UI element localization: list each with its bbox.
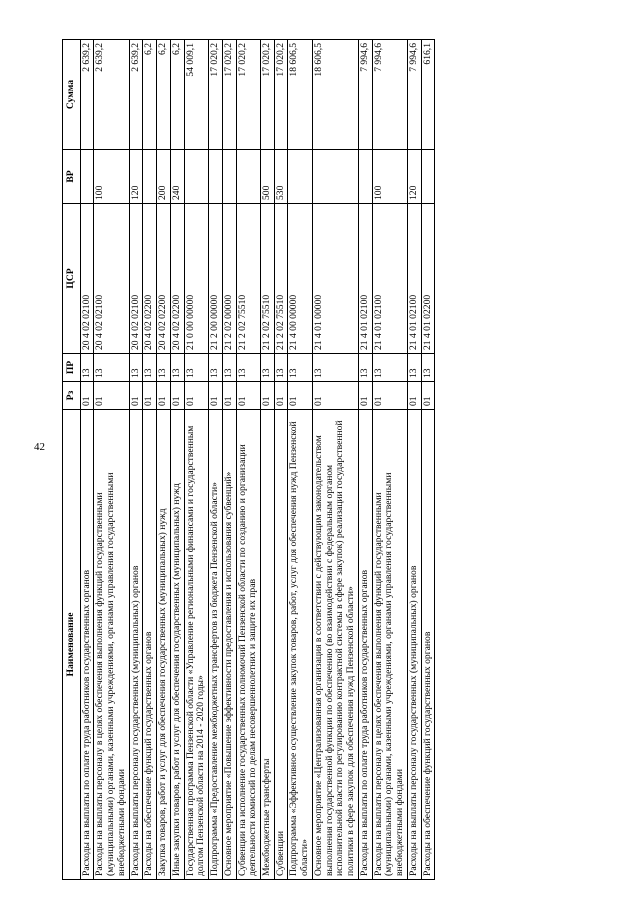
cell-vr [312, 150, 358, 204]
cell-csr: 21 0 00 00000 [184, 204, 208, 354]
cell-rz: 01 [358, 382, 372, 410]
cell-pr: 13 [288, 354, 312, 382]
cell-csr: 21 2 02 75510 [274, 204, 288, 354]
cell-vr [236, 150, 260, 204]
cell-sum: 17 020,2 [274, 40, 288, 150]
cell-rz: 01 [274, 382, 288, 410]
cell-vr [184, 150, 208, 204]
cell-rz: 01 [157, 382, 171, 410]
cell-name: Основное мероприятие «Повышение эффективности предоставления и использования субвенций» [222, 410, 236, 880]
table-row [129, 40, 143, 880]
cell-name: Подпрограмма «Эффективное осуществление закупок товаров, работ, услуг для обеспечения нужд Пензенской области» [288, 410, 312, 880]
cell-csr: 21 2 02 00000 [222, 204, 236, 354]
cell-sum: 2 639,2 [80, 40, 94, 150]
cell-sum: 7 994,6 [372, 40, 407, 150]
cell-name: Подпрограмма «Предоставление межбюджетных трансфертов из бюджета Пензенской области» [209, 410, 223, 880]
cell-name: Иные закупки товаров, работ и услуг для обеспечения государственных (муниципальных) нужд [170, 410, 184, 880]
cell-sum: 6,2 [170, 40, 184, 150]
cell-rz: 01 [261, 382, 275, 410]
cell-sum: 6,2 [157, 40, 171, 150]
cell-name: Закупка товаров, работ и услуг для обеспечения государственных (муниципальных) нужд [157, 410, 171, 880]
budget-table [62, 39, 435, 880]
cell-rz: 01 [129, 382, 143, 410]
cell-pr: 13 [222, 354, 236, 382]
cell-sum: 17 020,2 [236, 40, 260, 150]
cell-vr [222, 150, 236, 204]
cell-pr: 13 [129, 354, 143, 382]
cell-sum: 2 639,2 [94, 40, 129, 150]
table-header-row [63, 40, 81, 880]
cell-pr: 13 [157, 354, 171, 382]
page-number: 42 [34, 441, 45, 453]
cell-rz: 01 [209, 382, 223, 410]
header-vr: ВР [63, 150, 81, 204]
cell-rz: 01 [288, 382, 312, 410]
cell-pr: 13 [184, 354, 208, 382]
cell-sum: 54 009,1 [184, 40, 208, 150]
header-pr: ПР [63, 354, 81, 382]
header-sum: Сумма [63, 40, 81, 150]
cell-name: Субвенции [274, 410, 288, 880]
cell-pr: 13 [143, 354, 157, 382]
cell-vr [358, 150, 372, 204]
cell-vr [80, 150, 94, 204]
cell-pr: 13 [372, 354, 407, 382]
cell-sum: 17 020,2 [222, 40, 236, 150]
cell-name: Расходы на выплаты по оплате труда работников государственных органов [80, 410, 94, 880]
cell-sum: 18 606,5 [288, 40, 312, 150]
cell-csr: 21 4 01 00000 [312, 204, 358, 354]
cell-pr: 13 [407, 354, 421, 382]
cell-csr: 20 4 02 02100 [94, 204, 129, 354]
table-row [222, 40, 236, 880]
cell-vr [143, 150, 157, 204]
cell-sum: 7 994,6 [358, 40, 372, 150]
cell-vr: 120 [407, 150, 421, 204]
cell-rz: 01 [421, 382, 435, 410]
table-row [288, 40, 312, 880]
cell-pr: 13 [236, 354, 260, 382]
cell-vr [209, 150, 223, 204]
cell-csr: 21 2 00 00000 [209, 204, 223, 354]
cell-pr: 13 [94, 354, 129, 382]
cell-vr [288, 150, 312, 204]
table-body [80, 40, 435, 880]
cell-pr: 13 [358, 354, 372, 382]
cell-rz: 01 [236, 382, 260, 410]
cell-sum: 7 994,6 [407, 40, 421, 150]
cell-pr: 13 [80, 354, 94, 382]
cell-pr: 13 [421, 354, 435, 382]
cell-rz: 01 [312, 382, 358, 410]
cell-pr: 13 [170, 354, 184, 382]
cell-rz: 01 [184, 382, 208, 410]
cell-pr: 13 [261, 354, 275, 382]
header-name: Наименование [63, 410, 81, 880]
cell-name: Расходы на выплаты персоналу в целях обеспечения выполнения функций государственными (муниципальными) органами, казенными учреждениями, органами управления государственными внебюджетными фондами [372, 410, 407, 880]
cell-rz: 01 [143, 382, 157, 410]
cell-pr: 13 [209, 354, 223, 382]
table-row [157, 40, 171, 880]
cell-vr: 530 [274, 150, 288, 204]
table-row [143, 40, 157, 880]
cell-name: Расходы на выплаты персоналу в целях обеспечения выполнения функций государственными (муниципальными) органами, казенными учреждениями, органами управления государственными внебюджетными фондами [94, 410, 129, 880]
cell-sum: 6,2 [143, 40, 157, 150]
cell-csr: 21 4 01 02100 [372, 204, 407, 354]
cell-rz: 01 [407, 382, 421, 410]
cell-name: Межбюджетные трансферты [261, 410, 275, 880]
cell-name: Расходы на обеспечение функций государственных органов [421, 410, 435, 880]
cell-sum: 2 639,2 [129, 40, 143, 150]
cell-rz: 01 [372, 382, 407, 410]
cell-vr [421, 150, 435, 204]
cell-csr: 20 4 02 02200 [157, 204, 171, 354]
cell-csr: 21 4 01 02100 [407, 204, 421, 354]
cell-csr: 21 2 02 75510 [261, 204, 275, 354]
cell-vr: 500 [261, 150, 275, 204]
cell-name: Расходы на выплаты персоналу государственных (муниципальных) органов [407, 410, 421, 880]
table-row [80, 40, 94, 880]
cell-sum: 17 020,2 [261, 40, 275, 150]
cell-pr: 13 [312, 354, 358, 382]
table-row [421, 40, 435, 880]
cell-sum: 17 020,2 [209, 40, 223, 150]
table-row [209, 40, 223, 880]
cell-name: Расходы на выплаты персоналу государственных (муниципальных) органов [129, 410, 143, 880]
cell-csr: 20 4 02 02200 [143, 204, 157, 354]
table-row [358, 40, 372, 880]
cell-csr: 20 4 02 02100 [80, 204, 94, 354]
cell-vr: 120 [129, 150, 143, 204]
cell-csr: 20 4 02 02200 [170, 204, 184, 354]
cell-rz: 01 [94, 382, 129, 410]
cell-pr: 13 [274, 354, 288, 382]
cell-vr: 100 [94, 150, 129, 204]
cell-vr: 100 [372, 150, 407, 204]
cell-csr: 21 4 01 02100 [358, 204, 372, 354]
table-row [372, 40, 407, 880]
cell-rz: 01 [80, 382, 94, 410]
cell-vr: 200 [157, 150, 171, 204]
table-row [407, 40, 421, 880]
cell-name: Субвенции на исполнение государственных полномочий Пензенской области по созданию и организации деятельности комиссий по делам несовершеннолетних и защите их прав [236, 410, 260, 880]
cell-name: Государственная программа Пензенской области «Управление региональными финансами и государственным долгом Пензенской области на 2014 - 2020 годы» [184, 410, 208, 880]
table-row [261, 40, 275, 880]
rotated-table-container [62, 40, 435, 880]
cell-name: Основное мероприятие «Централизованная организация в соответствии с действующим законодательством выполнения государственной функции по обеспечению (во взаимодействии с федеральным органом исполнительной власти по регулированию контрактной системы в сфере закупок) реализации государственной политики в сфере закупок для обеспечения нужд Пензенской области» [312, 410, 358, 880]
cell-csr: 21 4 01 02200 [421, 204, 435, 354]
table-row [184, 40, 208, 880]
table-row [312, 40, 358, 880]
cell-csr: 21 2 02 75510 [236, 204, 260, 354]
cell-sum: 18 606,5 [312, 40, 358, 150]
table-row [236, 40, 260, 880]
cell-rz: 01 [170, 382, 184, 410]
cell-name: Расходы на обеспечение функций государственных органов [143, 410, 157, 880]
header-rz: Рз [63, 382, 81, 410]
cell-csr: 20 4 02 02100 [129, 204, 143, 354]
header-csr: ЦСР [63, 204, 81, 354]
table-row [170, 40, 184, 880]
table-row [94, 40, 129, 880]
cell-name: Расходы на выплаты по оплате труда работников государственных органов [358, 410, 372, 880]
table-row [274, 40, 288, 880]
cell-csr: 21 4 00 00000 [288, 204, 312, 354]
cell-sum: 616,1 [421, 40, 435, 150]
cell-rz: 01 [222, 382, 236, 410]
cell-vr: 240 [170, 150, 184, 204]
